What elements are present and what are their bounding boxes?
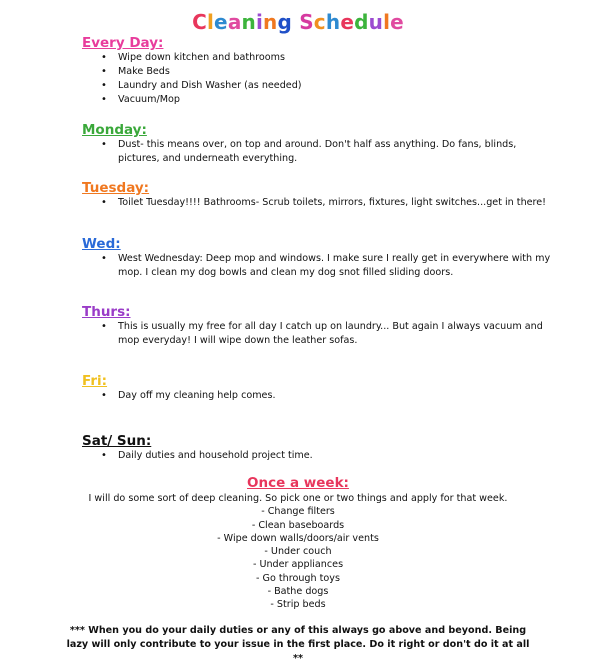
title-letter: n bbox=[241, 10, 256, 34]
weekly-intro: I will do some sort of deep cleaning. So pick one or two things and apply for that week. bbox=[88, 493, 508, 504]
weekly-task: - Clean baseboards bbox=[251, 519, 345, 531]
section-heading: Wed: bbox=[82, 236, 121, 252]
footer-note: *** When you do your daily duties or any of this always go above and beyond. Being lazy will only contribute to your issue in the first place. Do it right or don't do it at all ** bbox=[66, 625, 530, 664]
title-letter: a bbox=[227, 10, 242, 34]
title-letter: c bbox=[313, 10, 326, 34]
title-letter: n bbox=[263, 10, 278, 34]
title-letter: g bbox=[277, 10, 293, 34]
title-letter: e bbox=[390, 10, 404, 34]
task-list bbox=[82, 320, 552, 348]
task-item bbox=[82, 252, 552, 280]
section-wednesday bbox=[82, 236, 552, 280]
weekly-task: - Wipe down walls/doors/air vents bbox=[217, 532, 379, 544]
task-list bbox=[82, 449, 552, 463]
task-text: This is usually my free for all day I catch up on laundry... But again I always vacuum and mop everyday! I will wipe down the leather sofas. bbox=[118, 321, 543, 346]
task-list bbox=[82, 196, 552, 210]
section-monday bbox=[82, 122, 552, 166]
section-tuesday bbox=[82, 180, 552, 210]
task-text: Toilet Tuesday!!!! Bathrooms- Scrub toilets, mirrors, fixtures, light switches...get in there! bbox=[118, 197, 547, 208]
bullet-icon: • bbox=[101, 321, 107, 332]
task-text: West Wednesday: Deep mop and windows. I make sure I really get in everywhere with my mop. I clean my dog bowls and clean my dog snot filled sliding doors. bbox=[118, 253, 551, 278]
weekly-task: - Under couch bbox=[264, 546, 332, 558]
weekly-task: - Under appliances bbox=[252, 559, 344, 571]
bullet-icon: • bbox=[101, 253, 107, 264]
bullet-icon: • bbox=[101, 94, 107, 105]
task-item bbox=[82, 320, 552, 348]
title-letter: u bbox=[368, 10, 384, 34]
task-text: Wipe down kitchen and bathrooms bbox=[118, 52, 286, 63]
section-heading: Fri: bbox=[82, 373, 108, 389]
bullet-icon: • bbox=[101, 80, 107, 91]
section-heading: Thurs: bbox=[82, 304, 131, 320]
bullet-icon: • bbox=[101, 66, 107, 77]
weekly-heading: Once a week: bbox=[247, 475, 349, 491]
task-text: Dust- this means over, on top and around. Don't half ass anything. Do fans, blinds, pictures, and underneath everything. bbox=[118, 139, 517, 164]
title-letter: l bbox=[383, 10, 391, 34]
section-heading: Tuesday: bbox=[82, 180, 150, 196]
title-letter: e bbox=[214, 10, 228, 34]
title-letter: S bbox=[299, 10, 314, 34]
bullet-icon: • bbox=[101, 139, 107, 150]
title-letter: C bbox=[192, 10, 207, 34]
bullet-icon: • bbox=[101, 52, 107, 63]
task-text: Daily duties and household project time. bbox=[118, 450, 313, 461]
task-text: Day off my cleaning help comes. bbox=[118, 390, 276, 401]
task-list bbox=[82, 252, 552, 280]
section-weekend bbox=[82, 433, 552, 463]
section-heading: Every Day: bbox=[82, 35, 164, 51]
title-letter: d bbox=[354, 10, 369, 34]
task-item bbox=[82, 138, 552, 166]
weekly-task: - Bathe dogs bbox=[267, 586, 329, 598]
task-text: Make Beds bbox=[118, 66, 170, 77]
section-once-a-week bbox=[0, 474, 596, 612]
task-item bbox=[82, 51, 552, 65]
section-every-day bbox=[82, 35, 552, 107]
task-text: Laundry and Dish Washer (as needed) bbox=[118, 80, 302, 91]
page-title bbox=[0, 9, 596, 35]
bullet-icon: • bbox=[101, 450, 107, 461]
task-item bbox=[82, 389, 552, 403]
weekly-task: - Strip beds bbox=[270, 599, 326, 611]
title-letter: l bbox=[206, 10, 215, 34]
title-letter: h bbox=[325, 10, 341, 34]
title-letter: i bbox=[255, 10, 264, 34]
task-list bbox=[82, 51, 552, 107]
task-list bbox=[82, 389, 552, 403]
task-item bbox=[82, 449, 552, 463]
bullet-icon: • bbox=[101, 197, 107, 208]
section-thursday bbox=[82, 304, 552, 348]
task-list bbox=[82, 138, 552, 166]
task-item bbox=[82, 196, 552, 210]
task-item bbox=[82, 79, 552, 93]
bullet-icon: • bbox=[101, 390, 107, 401]
section-heading: Monday: bbox=[82, 122, 147, 138]
title-letter: e bbox=[340, 10, 355, 34]
task-text: Vacuum/Mop bbox=[118, 94, 180, 105]
weekly-task: - Go through toys bbox=[256, 572, 340, 584]
section-friday bbox=[82, 373, 552, 403]
section-heading: Sat/ Sun: bbox=[82, 433, 152, 449]
weekly-task: - Change filters bbox=[261, 506, 335, 518]
task-item bbox=[82, 65, 552, 79]
task-item bbox=[82, 93, 552, 107]
